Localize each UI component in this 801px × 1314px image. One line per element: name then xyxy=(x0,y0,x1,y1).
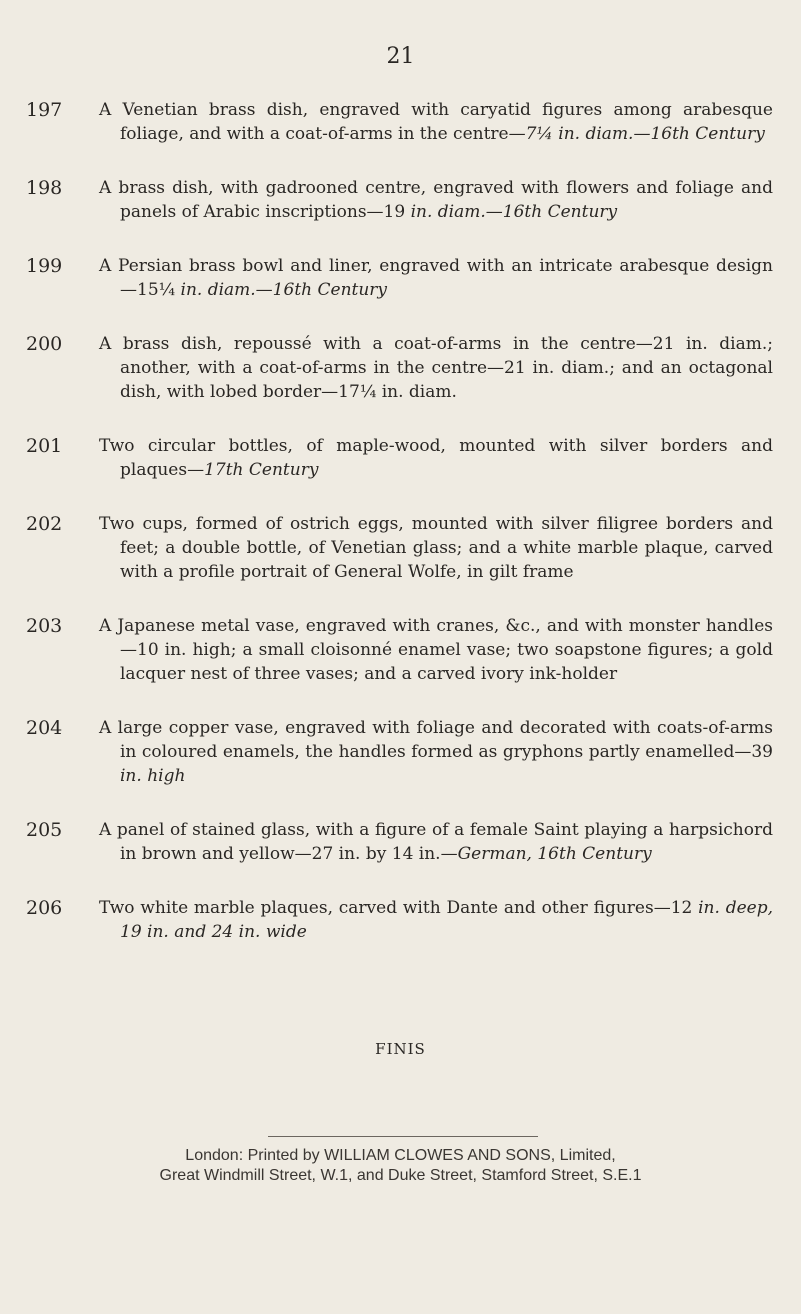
page-number: 21 xyxy=(386,44,415,69)
lot-description: Two cups, formed of ostrich eggs, mounted with silver filigree borders and feet; a double bottle, of Venetian glass; and a white marble plaque, carved with a profile portrait of General Wolfe, in gilt frame xyxy=(99,514,773,582)
lot-description: A panel of stained glass, with a figure of a female Saint playing a harpsichord in brown and yellow—27 in. by 14 in.—German, 16th Century xyxy=(99,820,773,864)
lot-number: 201 xyxy=(26,435,63,457)
lot-entry xyxy=(0,98,801,146)
lot-number: 205 xyxy=(26,819,63,841)
lot-description: A brass dish, repoussé with a coat-of-arms in the centre—21 in. diam.; another, with a coat-of-arms in the centre—21 in. diam.; and an octagonal dish, with lobed border—17¼ in. diam. xyxy=(99,334,773,402)
lot-description: A Persian brass bowl and liner, engraved with an intricate arabesque design—15¼ in. diam.—16th Century xyxy=(99,256,773,300)
lot-entry xyxy=(0,512,801,584)
lot-entry xyxy=(0,614,801,686)
lot-number: 202 xyxy=(26,513,63,535)
lot-number: 206 xyxy=(26,897,63,919)
lot-number: 203 xyxy=(26,615,63,637)
lot-number: 199 xyxy=(26,255,63,277)
lot-description: A brass dish, with gadrooned centre, engraved with flowers and foliage and panels of Arabic inscriptions—19 in. diam.—16th Century xyxy=(99,178,773,222)
lot-list xyxy=(0,98,801,974)
printer-imprint xyxy=(0,1146,801,1186)
lot-entry xyxy=(0,176,801,224)
lot-number: 204 xyxy=(26,717,63,739)
lot-number: 198 xyxy=(26,177,63,199)
lot-entry xyxy=(0,818,801,866)
divider-rule xyxy=(268,1136,538,1137)
lot-entry xyxy=(0,716,801,788)
lot-description: A large copper vase, engraved with foliage and decorated with coats-of-arms in coloured enamels, the handles formed as gryphons partly enamelled—39 in. high xyxy=(99,718,773,786)
lot-entry xyxy=(0,254,801,302)
imprint-line-2: Great Windmill Street, W.1, and Duke Street, Stamford Street, S.E.1 xyxy=(159,1167,642,1184)
lot-description: Two circular bottles, of maple-wood, mounted with silver borders and plaques—17th Century xyxy=(99,436,773,480)
lot-number: 197 xyxy=(26,99,63,121)
lot-number: 200 xyxy=(26,333,63,355)
lot-entry xyxy=(0,332,801,404)
imprint-line-1: London: Printed by WILLIAM CLOWES AND SONS, Limited, xyxy=(185,1147,616,1164)
lot-description: A Japanese metal vase, engraved with cranes, &c., and with monster handles—10 in. high; a small cloisonné enamel vase; two soapstone figures; a gold lacquer nest of three vases; and a carved ivory ink-holder xyxy=(99,616,773,684)
lot-entry xyxy=(0,434,801,482)
lot-entry xyxy=(0,896,801,944)
finis-heading: FINIS xyxy=(375,1040,426,1058)
lot-description: A Venetian brass dish, engraved with caryatid figures among arabesque foliage, and with a coat-of-arms in the centre—7¼ in. diam.—16th Century xyxy=(99,100,773,144)
lot-description: Two white marble plaques, carved with Dante and other figures—12 in. deep, 19 in. and 24 in. wide xyxy=(99,898,773,942)
